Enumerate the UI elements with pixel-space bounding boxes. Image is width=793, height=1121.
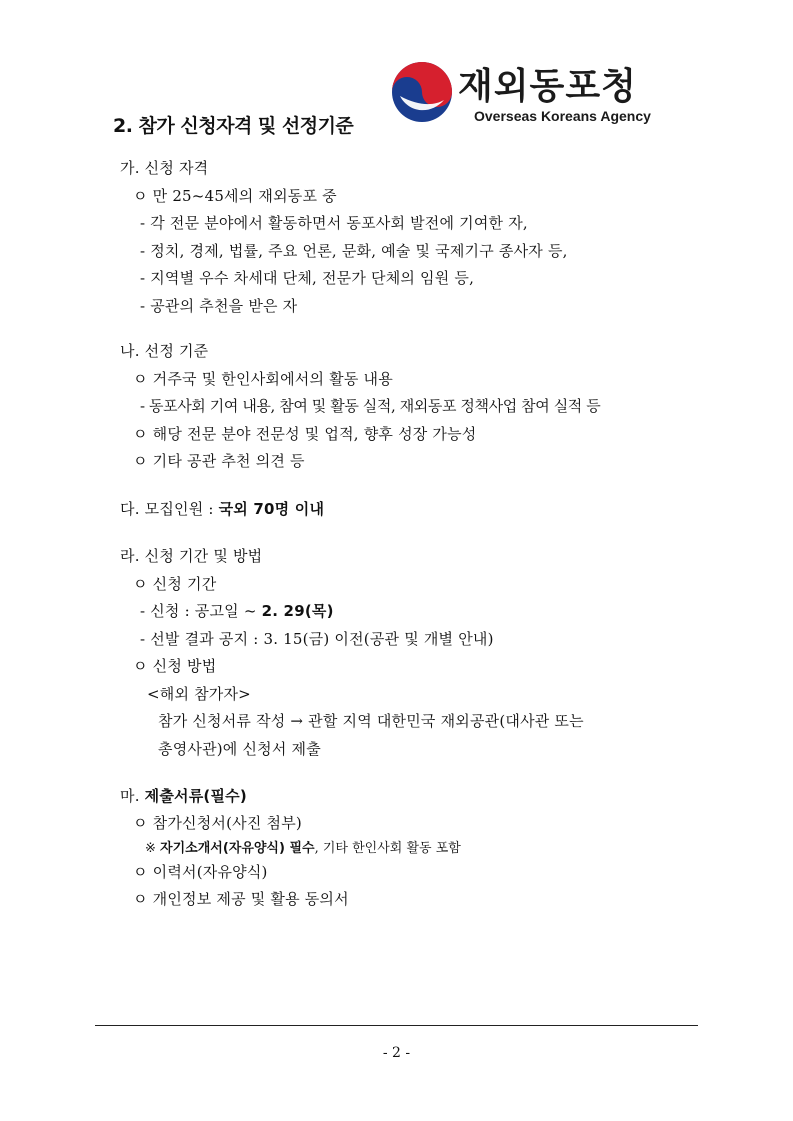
page-number: - 2 - bbox=[382, 1045, 411, 1061]
agency-logo bbox=[390, 58, 680, 130]
ra-overseas-label: <해외 참가자> bbox=[147, 685, 251, 703]
ga-bullet-1: ㅇ 만 25~45세의 재외동포 중 bbox=[133, 187, 337, 205]
ra-dash-1-label: - 신청 : 공고일 ~ bbox=[140, 602, 262, 620]
na-bullet-1: ㅇ 거주국 및 한인사회에서의 활동 내용 bbox=[133, 370, 393, 388]
footer-divider bbox=[95, 1025, 698, 1026]
ma-bullet-3: ㅇ 개인정보 제공 및 활용 동의서 bbox=[133, 890, 349, 908]
ra-dash-2: - 선발 결과 공지 : 3. 15(금) 이전(공관 및 개별 안내) bbox=[140, 630, 494, 648]
ma-bullet-1: ㅇ 참가신청서(사진 첨부) bbox=[133, 814, 302, 832]
note-suffix: , 기타 한인사회 활동 포함 bbox=[314, 841, 461, 856]
section-title: 2. 참가 신청자격 및 선정기준 bbox=[113, 115, 354, 137]
ra-method-line-1: 참가 신청서류 작성 → 관할 지역 대한민국 재외공관(대사관 또는 bbox=[158, 712, 584, 730]
ma-bullet-2: ㅇ 이력서(자유양식) bbox=[133, 863, 268, 881]
heading-da bbox=[120, 499, 324, 519]
ra-dash-1 bbox=[140, 601, 334, 621]
heading-ma bbox=[120, 786, 247, 806]
logo-korean-name: 재외동포청 bbox=[458, 66, 637, 107]
heading-ra: 라. 신청 기간 및 방법 bbox=[120, 547, 263, 565]
note-mark: ※ bbox=[145, 841, 161, 856]
da-label: 다. 모집인원 : bbox=[120, 500, 219, 518]
taeguk-logo-icon bbox=[390, 60, 454, 124]
na-bullet-3: ㅇ 기타 공관 추천 의견 등 bbox=[133, 452, 305, 470]
na-bullet-2: ㅇ 해당 전문 분야 전문성 및 업적, 향후 성장 가능성 bbox=[133, 425, 477, 443]
ga-dash-1: - 각 전문 분야에서 활동하면서 동포사회 발전에 기여한 자, bbox=[140, 214, 528, 232]
ra-bullet-2: ㅇ 신청 방법 bbox=[133, 657, 217, 675]
ga-dash-3: - 지역별 우수 차세대 단체, 전문가 단체의 임원 등, bbox=[140, 269, 475, 287]
ma-emphasis: 제출서류(필수) bbox=[144, 787, 247, 805]
logo-english-name: Overseas Koreans Agency bbox=[474, 108, 651, 124]
ra-deadline: 2. 29(목) bbox=[261, 602, 334, 620]
ga-dash-2: - 정치, 경제, 법률, 주요 언론, 문화, 예술 및 국제기구 종사자 등, bbox=[140, 242, 568, 260]
ra-bullet-1: ㅇ 신청 기간 bbox=[133, 575, 217, 593]
note-emphasis: 자기소개서(자유양식) 필수 bbox=[160, 841, 315, 856]
heading-ga: 가. 신청 자격 bbox=[120, 159, 209, 177]
ra-method-line-2: 총영사관)에 신청서 제출 bbox=[158, 740, 321, 758]
heading-na: 나. 선정 기준 bbox=[120, 342, 209, 360]
na-dash-1: - 동포사회 기여 내용, 참여 및 활동 실적, 재외동포 정책사업 참여 실적 등 bbox=[140, 397, 601, 415]
da-emphasis: 국외 70명 이내 bbox=[218, 500, 325, 518]
ma-note bbox=[145, 840, 461, 858]
ga-dash-4: - 공관의 추천을 받은 자 bbox=[140, 297, 298, 315]
ma-label: 마. bbox=[120, 787, 145, 805]
